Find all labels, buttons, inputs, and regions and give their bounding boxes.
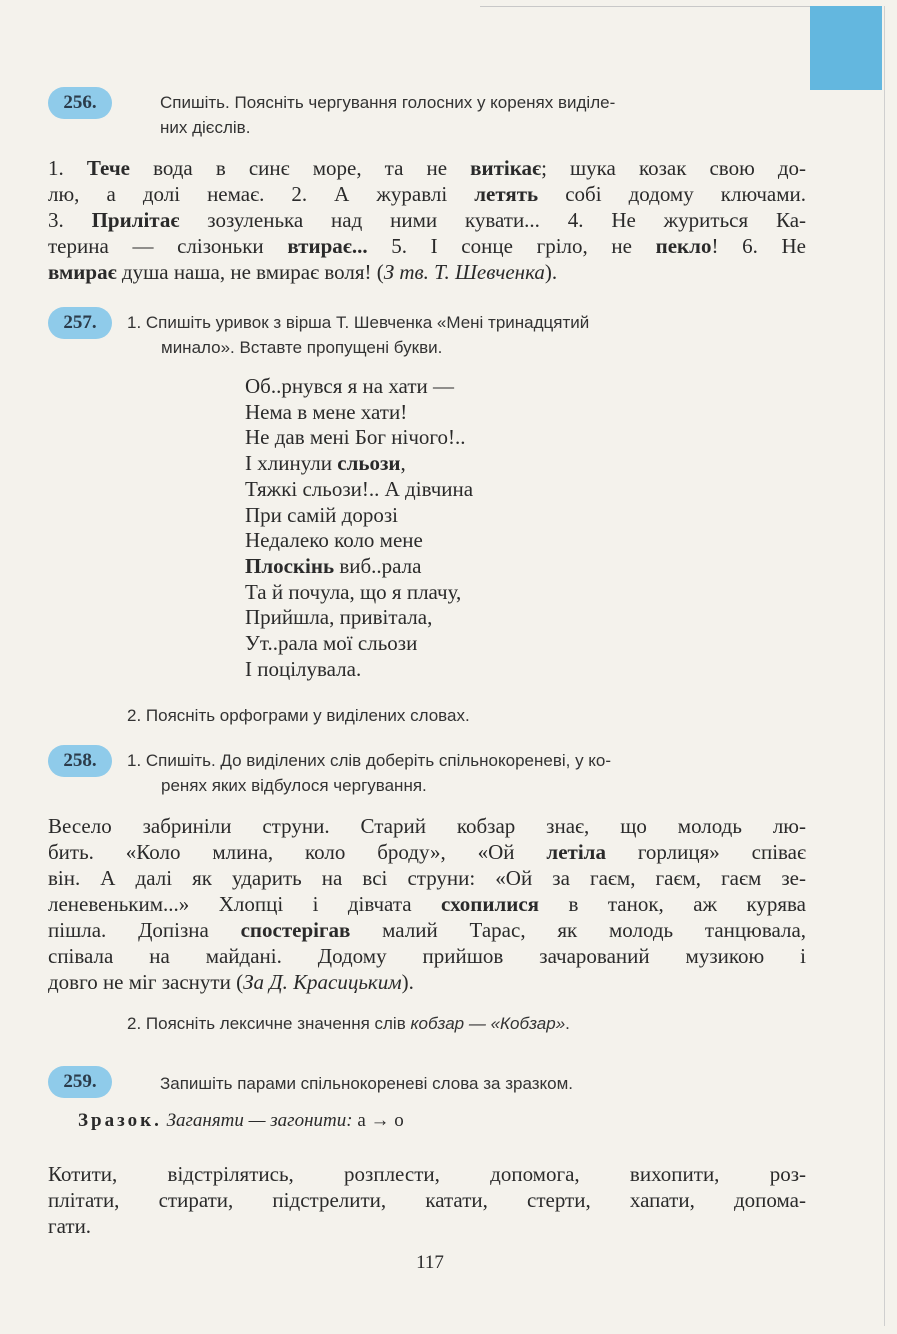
text-run: лю, а долі немає. 2. А журавлі [48, 182, 475, 206]
exercise-number-badge: 256. [48, 87, 112, 119]
text-line [48, 207, 806, 233]
text-line [245, 605, 473, 631]
text-run: , [400, 451, 406, 476]
text-run: ). [401, 970, 414, 994]
text-line [245, 580, 473, 606]
instruction-line: 1. Спишіть. До виділених слів доберіть спільнокореневі, у ко- [127, 751, 612, 770]
exercise-subtask: 2. Поясніть орфограми у виділених словах. [127, 706, 470, 725]
instruction-line: них дієслів. [160, 118, 251, 137]
text-line [245, 400, 473, 426]
highlighted-word: схопилися [441, 892, 540, 916]
text-line [245, 554, 473, 580]
highlighted-word: вмирає [48, 260, 117, 284]
text-run: він. А далі як ударить на всі струни: «Ой за гаєм, гаєм, гаєм зе- [48, 866, 806, 890]
text-run: виб..рала [334, 553, 422, 578]
text-line [245, 631, 473, 657]
highlighted-word: втирає... [287, 234, 368, 258]
text-run: І хлинули [245, 451, 338, 476]
text-line [48, 155, 806, 181]
text-run: малий Тарас, як молодь танцювала, [350, 918, 807, 942]
poem [245, 374, 473, 682]
text-line [245, 528, 473, 554]
text-line [48, 943, 806, 969]
text-run: зозуленька над ними кувати... 4. Не журиться Ка- [179, 208, 807, 232]
text-run: Нема в мене хати! [245, 399, 408, 424]
text-run: . [565, 1014, 570, 1033]
highlighted-word: Плоскінь [245, 553, 335, 578]
text-run: Прийшла, привітала, [245, 605, 433, 630]
text-run: 1. [48, 156, 87, 180]
exercise-text [48, 1161, 806, 1239]
text-run: 5. І сонце гріло, не [367, 234, 656, 258]
text-run: ). [544, 260, 558, 284]
text-line [48, 813, 806, 839]
text-run: Ут..рала мої сльози [245, 631, 418, 656]
text-line [245, 425, 473, 451]
text-line [245, 374, 473, 400]
text-run: І поцілувала. [245, 656, 362, 681]
text-run: ; шука козак свою до- [541, 156, 807, 180]
exercise-number-badge: 258. [48, 745, 112, 777]
text-run: собі додому ключами. [538, 182, 806, 206]
highlighted-word: летіла [546, 840, 606, 864]
highlighted-word: Тече [86, 156, 130, 180]
text-run: співала на майдані. Додому прийшов зачарований музикою і [48, 944, 806, 968]
text-line [48, 891, 806, 917]
highlighted-word: Прилітає [91, 208, 180, 232]
text-line [48, 1161, 806, 1187]
text-run: ! 6. Не [711, 234, 806, 258]
highlighted-word: летять [474, 182, 539, 206]
text-run: 2. Поясніть лексичне значення слів [127, 1014, 411, 1033]
text-line [245, 503, 473, 529]
text-run: леневеньким...» Хлопці і дівчата [48, 892, 442, 916]
text-run: пішла. Допізна [48, 918, 241, 942]
italic-text: кобзар — «Кобзар» [410, 1014, 566, 1033]
text-line [48, 865, 806, 891]
exercise-text [48, 813, 806, 995]
sample-line [78, 1110, 404, 1132]
text-line [48, 839, 806, 865]
exercise-instruction [160, 90, 810, 140]
sample-alternation: а → о [352, 1110, 404, 1131]
text-run: Недалеко коло мене [245, 528, 423, 553]
text-run: Об..рнувся я на хати — [245, 374, 454, 398]
text-line [48, 259, 806, 285]
text-run: Весело забриніли струни. Старий кобзар знає, що молодь лю- [48, 814, 806, 838]
text-line [48, 969, 806, 995]
text-line [48, 917, 806, 943]
text-run: Тяжкі сльози!.. А дівчина [245, 476, 474, 501]
corner-color-tab [810, 6, 882, 90]
highlighted-word: сльози [337, 451, 401, 476]
page-number: 117 [416, 1252, 444, 1273]
text-run: довго не міг заснути ( [48, 970, 244, 994]
text-line [245, 657, 473, 683]
text-run: горлиця» співає [605, 840, 807, 864]
exercise-instruction [127, 748, 817, 798]
text-run: гати. [48, 1214, 92, 1238]
text-line [48, 1213, 806, 1239]
text-line [48, 181, 806, 207]
exercise-instruction: Запишіть парами спільнокореневі слова за зразком. [160, 1074, 574, 1093]
text-run: вода в синє море, та не [130, 156, 471, 180]
text-line [245, 451, 473, 477]
instruction-line: ренях яких відбулося чергування. [161, 776, 427, 795]
instruction-line: Спишіть. Поясніть чергування голосних у коренях виділе- [160, 93, 616, 112]
exercise-text [48, 155, 806, 285]
exercise-instruction [127, 310, 817, 360]
text-run: плітати, стирати, підстрелити, катати, стерти, хапати, допома- [48, 1188, 806, 1212]
page-edge-right [884, 6, 885, 1326]
italic-text: За Д. Красицьким [243, 970, 402, 994]
instruction-line: 1. Спишіть уривок з вірша Т. Шевченка «Мені тринадцятий [127, 313, 590, 332]
exercise-number-badge: 257. [48, 307, 112, 339]
exercise-number-badge: 259. [48, 1066, 112, 1098]
text-run: душа наша, не вмирає воля! ( [116, 260, 384, 284]
text-run: бить. «Коло млина, коло броду», «Ой [48, 840, 547, 864]
sample-words: Заганяти — загонити: [166, 1110, 353, 1131]
highlighted-word: витікає [470, 156, 542, 180]
text-line [48, 1187, 806, 1213]
text-run: Не дав мені Бог нічого!.. [245, 425, 466, 450]
text-run: 3. [48, 208, 92, 232]
text-run: Та й почула, що я плачу, [245, 579, 462, 604]
highlighted-word: спостерігав [240, 918, 351, 942]
instruction-line: минало». Вставте пропущені букви. [161, 338, 443, 357]
highlighted-word: пекло [655, 234, 712, 258]
text-run: При самій дорозі [245, 502, 398, 527]
text-run: терина — слізоньки [48, 234, 288, 258]
text-line [48, 233, 806, 259]
text-line [245, 477, 473, 503]
exercise-subtask [127, 1014, 570, 1034]
sample-label: Зразок. [78, 1110, 162, 1131]
text-run: Котити, відстрілятись, розплести, допомога, вихопити, роз- [48, 1162, 806, 1186]
italic-text: З тв. Т. Шевченка [383, 260, 545, 284]
text-run: в танок, аж курява [539, 892, 806, 916]
